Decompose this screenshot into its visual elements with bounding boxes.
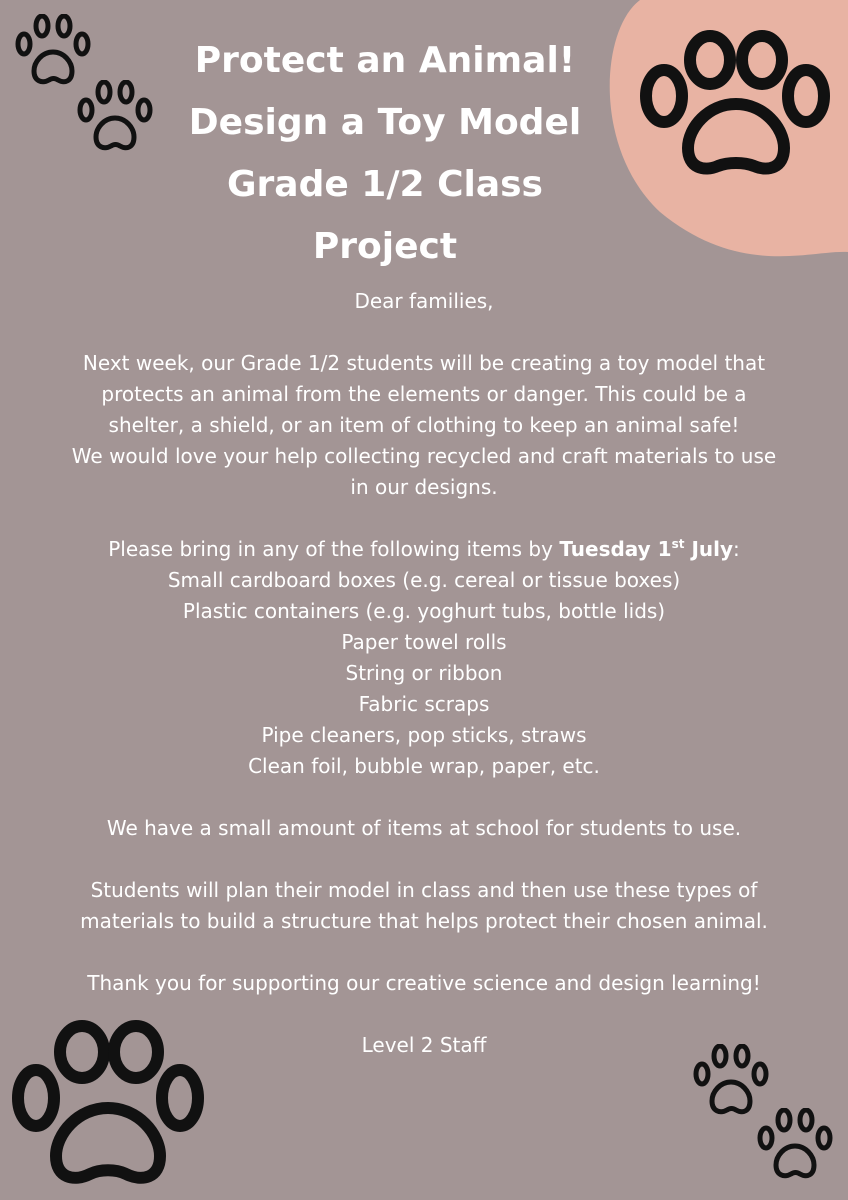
title-line: Grade 1/2 Class — [226, 164, 543, 205]
small-paw-print-icon — [756, 1108, 836, 1184]
thank-you-line: Thank you for supporting our creative science and design learning! — [87, 971, 761, 995]
request-prefix: Please bring in any of the following items by — [108, 537, 560, 561]
material-item: Small cardboard boxes (e.g. cereal or tissue boxes) — [167, 568, 681, 592]
material-item: Clean foil, bubble wrap, paper, etc. — [248, 754, 600, 778]
title-line: Protect an Animal! — [194, 40, 576, 81]
material-item: Pipe cleaners, pop sticks, straws — [261, 723, 587, 747]
intro-line: We would love your help collecting recycled and craft materials to use — [71, 444, 777, 468]
intro-line: shelter, a shield, or an item of clothing to keep an animal safe! — [108, 413, 740, 437]
material-item: Plastic containers (e.g. yoghurt tubs, bottle lids) — [182, 599, 666, 623]
material-item: String or ribbon — [345, 661, 503, 685]
intro-line: Next week, our Grade 1/2 students will be creating a toy model that — [82, 351, 766, 375]
material-item: Paper towel rolls — [341, 630, 507, 654]
signature: Level 2 Staff — [361, 1033, 487, 1057]
poster-title — [0, 30, 770, 278]
intro-line: protects an animal from the elements or danger. This could be a — [101, 382, 747, 406]
plan-line: materials to build a structure that helps protect their chosen animal. — [80, 909, 768, 933]
letter-body — [0, 286, 848, 1061]
title-line: Design a Toy Model — [188, 102, 582, 143]
intro-line: in our designs. — [350, 475, 498, 499]
school-note: We have a small amount of items at school for students to use. — [106, 816, 742, 840]
deadline-date: Tuesday 1st July — [559, 537, 734, 561]
title-line: Project — [312, 226, 458, 267]
request-line: Please bring in any of the following items by Tuesday 1st July: — [108, 537, 740, 561]
material-item: Fabric scraps — [358, 692, 490, 716]
plan-line: Students will plan their model in class and then use these types of — [90, 878, 758, 902]
greeting: Dear families, — [354, 289, 494, 313]
